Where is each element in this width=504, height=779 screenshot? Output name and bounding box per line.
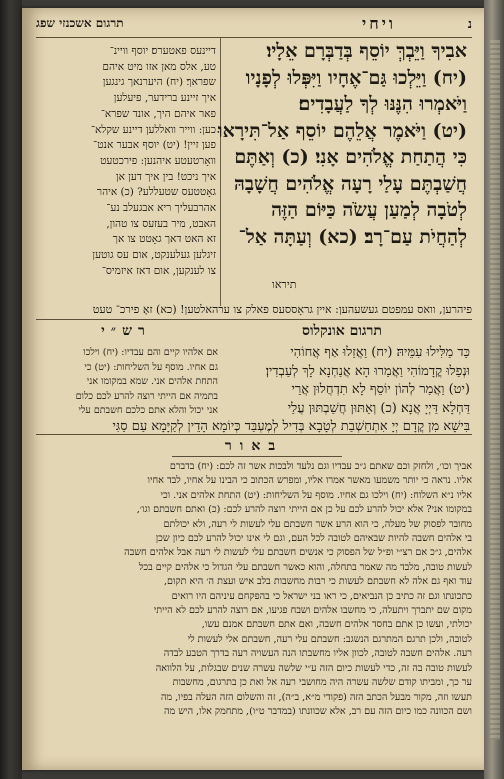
torah-text (217, 38, 467, 250)
biur-line: ער כך, ומביתו קודם שלשה עשרה היה מחושבי רעה אל ואת כן בתרגום, מחשבות (172, 677, 472, 689)
biur-line: אליו נ״א השלוח: (יח) וילכו גם אחיו. מוסף על השליחות: (יט) התחת אלהים אני. וכי (160, 489, 472, 501)
biur-line: רעה. אלהים חשבה לטובה, לכוון אליו מחשבתו הנה העשויה רעה בדרך הטבע לבדה (163, 648, 472, 660)
torah-line: כִּי הֲתַחַת אֱלֹהִים אָנִי׃ (כ) וְאַתֶּם (234, 146, 467, 168)
biur-title-rule (172, 456, 342, 457)
onkelos-line: בִּישָׁא מִן קֳדָם יְיָ אִתְחַשְׁבַת לְטָבָא בְּדִיל לְמֶעְבַּד כְּיוֹמָא הָדֵין לְקַיָּמָא עַם סַגִּי (112, 419, 470, 434)
translation-line: אהרבעליך ריא אבגעלב נע־ (106, 202, 216, 215)
rashi-text (36, 346, 218, 419)
torah-line: אבִיךָ וַיֵּבְךְּ יוֹסֵף בְּדַבְּרָם אֵלָיו׃ (266, 40, 467, 62)
biur-text (36, 460, 472, 719)
biur-line: בי אלהים חשבה להיות שבאיהם לטובה לכל העם, וגם לי אינו יכול להרע לכם כיון שכן (155, 533, 472, 545)
biur-rule (36, 434, 472, 435)
translation-line: איך ניכט! בין איך דען אן (115, 170, 216, 183)
torah-line: לְטֹבָה לְמַעַן עֲשֹׂה כַּיּוֹם הַזֶּה (271, 199, 467, 221)
torah-line: (יט) וַיֹּאמֶר אֲלֵהֶם יוֹסֵף אַל־תִּירָאוּ (217, 119, 467, 142)
page-edge (484, 0, 504, 779)
biur-line: מחובר לפסוק של מעלה, כי הוא הרע אשר חשבתם עלי לעשות לי רעה, ולא יכולתם (163, 518, 472, 530)
rashi-title: רש״י (101, 323, 151, 339)
header-left-title: תרגום אשכנזי שפג (36, 16, 124, 30)
biur-title: באור (224, 438, 284, 454)
header-parsha-title: ויחי (362, 14, 396, 33)
book-binding (0, 0, 22, 779)
biur-line: אליו. נראה כי יותר משמעו מאשר אמרו אליו, ומפרש הכתוב כי הבינו על אחיו, לבד אחיו (147, 475, 472, 487)
translation-line: זיגלען געלענקט, אום עס גוטען (92, 249, 216, 262)
translation-line: דיינעס פאטערס׃ יוסף וויינ־ (109, 45, 216, 57)
translation-line: וואָרטעטע איהנען: פירכטעט (100, 154, 216, 167)
book-page (22, 8, 484, 770)
biur-line: כתכונתו וגם זה כתיב כן הנביאים, כי ראו בני ישראל כי בהפקחם עיניהם היו רואים (171, 590, 472, 602)
page-header (36, 14, 476, 38)
torah-line: וַיֹּאמְרוּ הִנֶּנּוּ לְךָ לַעֲבָדִים׃ (298, 93, 467, 115)
biur-line: יכולתי, ועשו כן אתם בחסד אלהים חשבה, ואם אתם חשבתם אמנם עשו, (201, 619, 472, 631)
onkelos-line: דַּחְלָא דַּיְיָ אֲנָא׃ (כ) וְאַתּוּן חֲשַׁבְתּוּן עֲלַי (287, 400, 470, 416)
onkelos-line: כַּד מַלִּילוּ עִמֵּיהּ׃ (יח) וַאֲזַלוּ אַף אֲחוֹהִי (290, 345, 470, 360)
onkelos-line: וּנְפַלוּ קֳדָמוֹהִי וַאֲמַרוּ הָא אֲנַחְנָא לָךְ לְעַבְדִין׃ (265, 363, 470, 379)
translation-line: שפראך׃ (יח) היערנאך גינגען (102, 76, 216, 89)
onkelos-line: (יט) וַאֲמַר לְהוֹן יוֹסֵף לָא תִדְחֲלוּן אֲרֵי (291, 382, 470, 397)
rashi-line: גם אחיו. מוסף על השליחות: (יט) כי (84, 361, 218, 373)
biur-line: לטובה, ולכן תרגם המתרגם הנשגב: חשבתם עלי רעה, חשבתם אלי לעשות לי (187, 633, 472, 645)
biur-line: אביך וכו׳, ולחזק וכם שאתם ג״כ עבדיו וגם נלעד ולבכות אשר זה לכם: (יח) בדברם (169, 461, 472, 472)
torah-line: חֲשַׁבְתֶּם עָלַי רָעָה אֱלֹהִים חֲשָׁבָהּ (233, 172, 467, 195)
biur-line: תעשו וזה, מקור מבעל הכתב הזה (פקודי מ״א, ב״ה), זה והשלום הזה העלה בפיו, מה (160, 691, 472, 703)
translation-line: כען: ווייר וואללען דיינע שקלא־ (91, 123, 216, 136)
translation-line: זא האט דאך גאָטט צו אך (112, 233, 216, 246)
onkelos-title: תרגום אונקלוס (302, 323, 382, 339)
biur-line: מקום שם יתברך ויתעלה, כי מחשבו אלהים ושבח פגיעו, אם רוצה להרע לכם לא הייתי (153, 605, 472, 617)
biur-line: אלהים, ג״כ אם רצ״י ופ״ל של הפסוק כי אנשים חשבתם עלי לעשות לי רעה אבל אלהים חשבה (124, 547, 472, 559)
translation-line: פאר איהם היך, אונד שפרא־ (100, 107, 216, 120)
rashi-line: אם אלהיו קיים והם עבדיו: (יח) וילכו (83, 347, 218, 358)
biur-line: עוד ואף גם אלה לא חשבתם לעשות כי רבות מחשבות בלב איש ועצת ה׳ היא תקום, (163, 576, 472, 588)
german-translation-column (36, 44, 216, 280)
biur-line: ושם הכוונה כמו כיום הזה עם רב, אלא שכוונתו (במדבר ט״ו), מתחמק אלו, היש מה (164, 705, 472, 717)
translation-line: גאָטטעס שטעללע? (כ) איהר (96, 186, 216, 199)
page-stack (490, 40, 500, 740)
rashi-line: אני יכול והלא אתם כלכם חשבתם עלי (78, 405, 218, 416)
translation-line: טע, אלס מאן אזו מיט איהם (102, 60, 216, 73)
translation-line: צו לענקען, אום דאז איזמיס־ (101, 264, 216, 277)
biur-line: לעשות טובה, מלבד מה שאמר בתחלה, והוא כאשר חשבתם עלי הגדול כי אלהים קיים בכל (138, 561, 472, 573)
torah-line: (יח) וַיֵּלְכוּ גַּם־אֶחָיו וַיִּפְּלוּ לְפָנָיו (245, 66, 467, 89)
header-page-letter: נ (467, 17, 472, 32)
catchword: תיראו (272, 278, 297, 291)
column-divider (220, 38, 221, 306)
translation-line: האבט, מיר בעזעס צו טהון, (106, 217, 216, 230)
rashi-line: התחת אלהים אני. שמא במקומו אני (86, 376, 218, 387)
section-rule (36, 319, 472, 320)
translation-line: פען זיין! (יט) יוסף אבער אנט־ (93, 139, 216, 152)
translation-line: איך זיינע ברידער, פיעלען (113, 92, 216, 105)
biur-line: לעשות טובה בה זה, כדי לעשות כיום הזה ע״י שלשה עשרה שנים שבגלות, על הלוואה (155, 662, 472, 674)
translation-continuation-line: פיהרען, וואס עמפטם געשעהען: איין גראָססעס פאלק צו ערהאלטען! (כא) זאָ פירכ־ טעט (92, 303, 472, 316)
torah-line: לְהַחֲיֹת עַם־רָב׃ (כא) וְעַתָּה אַל־ (238, 225, 467, 248)
biur-line: במקומו אני? אלא יכול להרע לכם על כן אם הייתי רוצה להרע לכם: (כ) ואתם חשבתם וגו׳, (136, 504, 472, 516)
rashi-line: בתמיה אם הייתי רוצה להרע לכם כלום (75, 390, 218, 402)
